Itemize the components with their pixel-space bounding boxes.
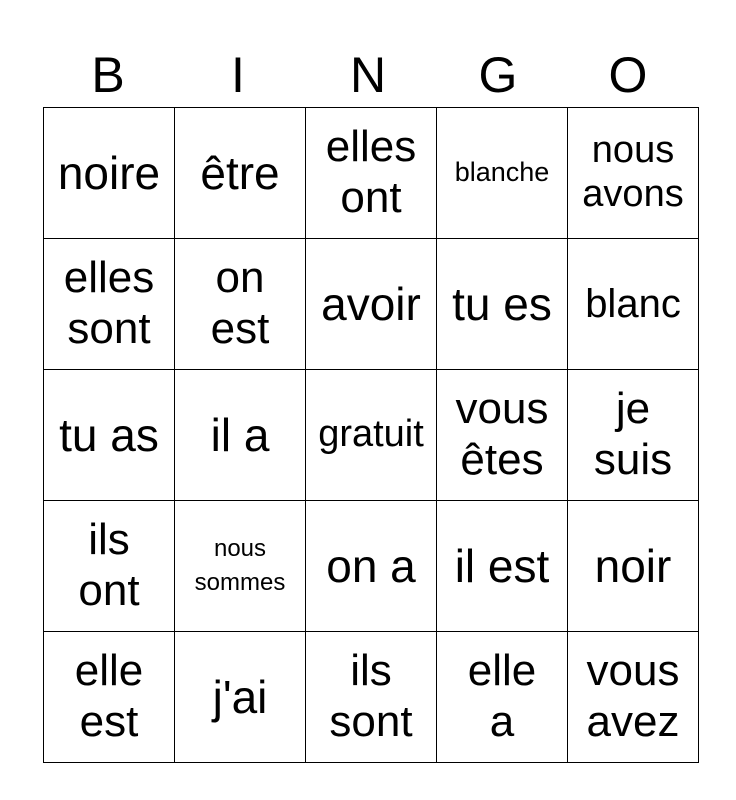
- bingo-cell[interactable]: [568, 632, 699, 763]
- bingo-cell[interactable]: [568, 108, 699, 239]
- cell-text: être: [200, 146, 280, 199]
- bingo-cell[interactable]: [306, 108, 437, 239]
- cell-text: elles sont: [63, 253, 155, 353]
- cell-text: avoir: [321, 277, 421, 330]
- board-row: [44, 239, 699, 370]
- bingo-cell[interactable]: [175, 108, 306, 239]
- cell-text: elle est: [74, 646, 144, 746]
- bingo-cell[interactable]: [175, 239, 306, 370]
- bingo-cell[interactable]: [44, 370, 175, 501]
- bingo-cell[interactable]: [306, 501, 437, 632]
- cell-text: nous avons: [582, 129, 684, 215]
- board-row: [44, 632, 699, 763]
- cell-text: blanche: [454, 157, 550, 188]
- bingo-cell[interactable]: [44, 108, 175, 239]
- cell-text: noir: [594, 539, 672, 592]
- bingo-cell[interactable]: [175, 370, 306, 501]
- bingo-cell[interactable]: [175, 501, 306, 632]
- header-letter-b: B: [91, 47, 125, 103]
- bingo-cell[interactable]: [44, 501, 175, 632]
- cell-text: il est: [454, 539, 550, 592]
- header-letter-n: N: [349, 47, 387, 103]
- cell-text: vous avez: [586, 646, 680, 746]
- bingo-cell[interactable]: [437, 370, 568, 501]
- bingo-cell[interactable]: [44, 239, 175, 370]
- bingo-cell[interactable]: [44, 632, 175, 763]
- bingo-cell[interactable]: [437, 501, 568, 632]
- cell-text: elles ont: [325, 122, 417, 222]
- header-letter-i: I: [231, 47, 245, 103]
- cell-text: on a: [326, 539, 416, 592]
- header-letter-g: G: [478, 47, 518, 103]
- cell-text: blanc: [585, 282, 681, 326]
- cell-text: tu es: [452, 277, 552, 330]
- cell-text: ils sont: [329, 646, 413, 746]
- cell-text: vous êtes: [455, 384, 549, 484]
- bingo-cell[interactable]: [175, 632, 306, 763]
- cell-text: nous sommes: [194, 535, 286, 596]
- bingo-board: [43, 107, 699, 763]
- bingo-cell[interactable]: [437, 239, 568, 370]
- bingo-cell[interactable]: [568, 370, 699, 501]
- cell-text: elle a: [467, 646, 537, 746]
- cell-text: on est: [210, 253, 270, 353]
- bingo-cell[interactable]: [437, 632, 568, 763]
- cell-text: noire: [57, 146, 161, 199]
- bingo-cell[interactable]: [306, 370, 437, 501]
- cell-text: il a: [210, 408, 270, 461]
- board-row: [44, 108, 699, 239]
- cell-text: gratuit: [318, 413, 424, 456]
- bingo-cell[interactable]: [306, 632, 437, 763]
- cell-text: ils ont: [78, 515, 140, 615]
- cell-text: tu as: [59, 408, 159, 461]
- bingo-cell[interactable]: [568, 501, 699, 632]
- bingo-cell[interactable]: [437, 108, 568, 239]
- bingo-cell[interactable]: [568, 239, 699, 370]
- cell-text: j'ai: [212, 670, 268, 723]
- bingo-cell[interactable]: [306, 239, 437, 370]
- cell-text: je suis: [593, 384, 673, 484]
- header-letter-o: O: [608, 47, 648, 103]
- board-row: [44, 501, 699, 632]
- bingo-header: [43, 45, 693, 105]
- board-row: [44, 370, 699, 501]
